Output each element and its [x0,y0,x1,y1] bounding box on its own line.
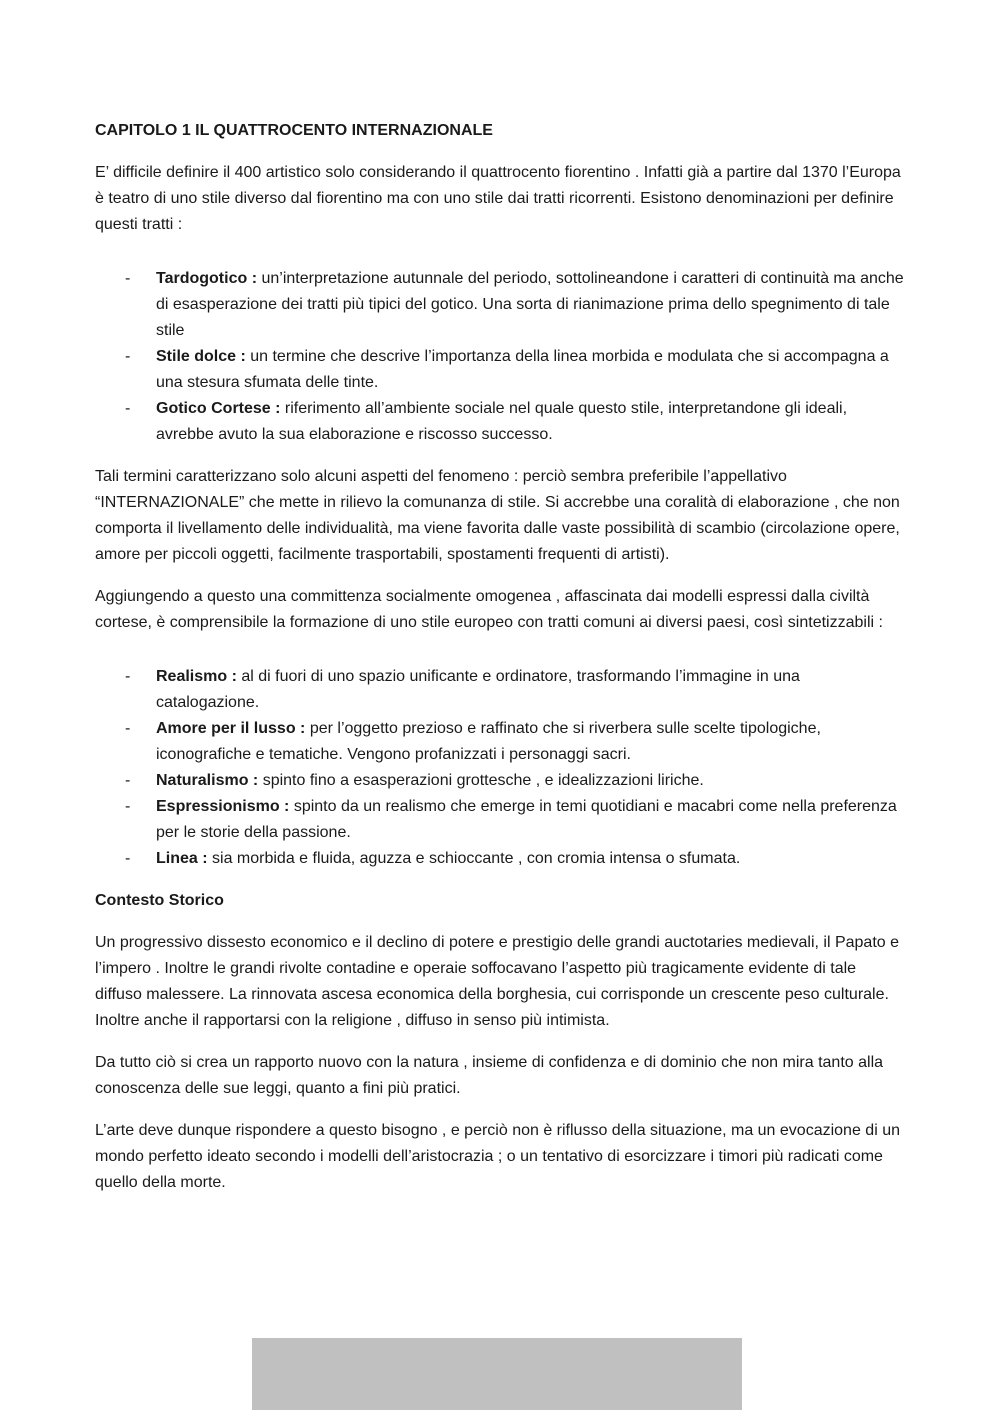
traits-list [95,652,907,872]
dash-bullet: - [125,850,131,867]
list-item [95,794,907,846]
dash-bullet: - [125,348,131,365]
term-description: spinto fino a esasperazioni grottesche , e idealizzazioni liriche. [258,772,704,789]
term-label: Realismo : [156,668,237,685]
term-label: Espressionismo : [156,798,290,815]
list-item [95,716,907,768]
paragraph-4: Un progressivo dissesto economico e il declino di potere e prestigio delle grandi auctotaries medievali, il Papato e l’impero . Inoltre le grandi rivolte contadine e operaie soffocavano l’aspetto più tragicamente evidente di tale diffuso malessere. La rinnovata ascesa economica della borghesia, cui corrisponde un crescente peso culturale. Inoltre anche il rapportarsi con la religione , diffuso in senso più intimista. [95,934,899,1029]
term-description: al di fuori di uno spazio unificante e ordinatore, trasformando l’immagine in una catalogazione. [156,668,800,711]
section-title: Contesto Storico [95,892,224,909]
term-label: Tardogotico : [156,270,258,287]
term-description: un’interpretazione autunnale del periodo, sottolineandone i caratteri di continuità ma anche di esasperazione dei tratti più tipici del gotico. Una sorta di rianimazione prima dello spegnimento di tale stile [156,270,904,339]
term-label: Gotico Cortese : [156,400,281,417]
list-item [95,768,907,794]
term-description: un termine che descrive l’importanza della linea morbida e modulata che si accompagna a una stesura sfumata delle tinte. [156,348,889,391]
term-description: sia morbida e fluida, aguzza e schioccante , con cromia intensa o sfumata. [207,850,741,867]
term-label: Amore per il lusso : [156,720,306,737]
dash-bullet: - [125,720,131,737]
chapter-title: CAPITOLO 1 IL QUATTROCENTO INTERNAZIONALE [95,122,493,139]
term-description: spinto da un realismo che emerge in temi quotidiani e macabri come nella preferenza per le storie della passione. [156,798,897,841]
paragraph-2: Tali termini caratterizzano solo alcuni aspetti del fenomeno : perciò sembra preferibile l’appellativo “INTERNAZIONALE” che mette in rilievo la comunanza di stile. Si accrebbe una coralità di elaborazione , che non comporta il livellamento delle individualità, ma viene favorita dalle vaste possibilità di scambio (circolazione opere, amore per piccoli oggetti, facilmente trasportabili, spostamenti frequenti di artisti). [95,468,900,563]
term-label: Naturalismo : [156,772,259,789]
dash-bullet: - [125,668,131,685]
dash-bullet: - [125,798,131,815]
term-description: riferimento all’ambiente sociale nel quale questo stile, interpretandone gli ideali, avrebbe avuto la sua elaborazione e riscosso successo. [156,400,848,443]
denominations-list [95,254,907,448]
dash-bullet: - [125,270,131,287]
term-description: per l’oggetto prezioso e raffinato che si riverbera sulle scelte tipologiche, iconografiche e tematiche. Vengono profanizzati i personaggi sacri. [156,720,821,763]
dash-bullet: - [125,772,131,789]
footer-placeholder-bar [252,1338,742,1410]
term-label: Stile dolce : [156,348,246,365]
paragraph-5: Da tutto ciò si crea un rapporto nuovo con la natura , insieme di confidenza e di dominio che non mira tanto alla conoscenza delle sue leggi, quanto a fini più pratici. [95,1054,884,1097]
list-item [95,266,907,344]
dash-bullet: - [125,400,131,417]
list-item [95,664,907,716]
paragraph-3: Aggiungendo a questo una committenza socialmente omogenea , affascinata dai modelli espressi dalla civiltà cortese, è comprensibile la formazione di uno stile europeo con tratti comuni ai diversi paesi, così sintetizzabili : [95,588,883,631]
term-label: Linea : [156,850,208,867]
list-item [95,846,907,872]
document-page [95,118,907,1212]
paragraph-6: L’arte deve dunque rispondere a questo bisogno , e perciò non è riflusso della situazione, ma un evocazione di un mondo perfetto ideato secondo i modelli dell’aristocrazia ; o un tentativo di esorcizzare i timori più radicati come quello della morte. [95,1122,900,1191]
intro-paragraph: E’ difficile definire il 400 artistico solo considerando il quattrocento fiorentino . Infatti già a partire dal 1370 l’Europa è teatro di uno stile diverso dal fiorentino ma con uno stile dai tratti ricorrenti. Esistono denominazioni per definire questi tratti : [95,164,901,233]
list-item [95,396,907,448]
list-item [95,344,907,396]
